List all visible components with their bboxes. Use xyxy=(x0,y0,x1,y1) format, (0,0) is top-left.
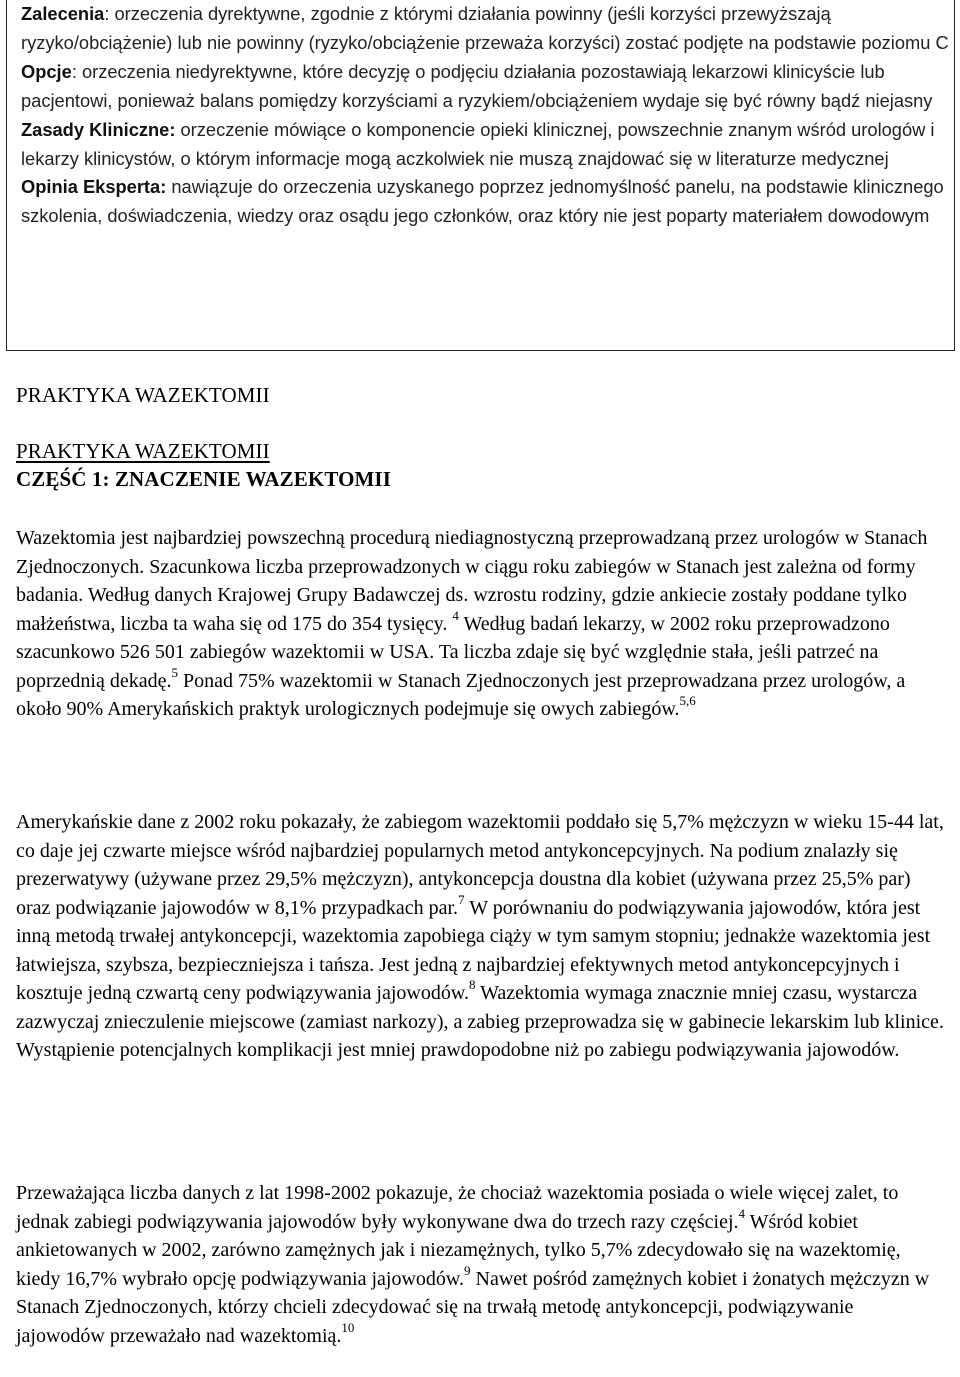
definition-opinia-text: nawiązuje do orzeczenia uzyskanego poprzez jednomyślność panelu, na podstawie klinicznego szkolenia, doświadczenia, wiedzy oraz osądu jego członków, oraz który nie jest poparty materiałem dowodowym xyxy=(21,176,944,227)
footnote-ref: 10 xyxy=(341,1319,355,1335)
paragraph-2-text-a: Amerykańskie dane z 2002 roku pokazały, że zabiegom wazektomii poddało się 5,7% mężczyzn w wieku 15-44 lat, co daje jej czwarte miejsce wśród najbardziej popularnych metod antykoncepcyjnych. Na podium znalazły się prezerwatywy (używane przez 29,5% mężczyzn), antykoncepcja doustna dla kobiet (używana przez 25,5% par) oraz podwiązanie jajowodów w 8,1% przypadkach par. xyxy=(16,811,944,919)
definition-zalecenia xyxy=(21,0,951,58)
paragraph-1-text-b: Według badań lekarzy, w 2002 roku przeprowadzono szacunkowo 526 501 zabiegów wazektomii w USA. Ta liczba zdaje się być względnie stała, jeśli patrzeć na poprzednią dekadę. xyxy=(16,612,890,692)
term-opinia: Opinia Eksperta: xyxy=(21,176,167,198)
footnote-ref: 4 xyxy=(738,1205,745,1221)
footnote-ref: 9 xyxy=(464,1262,471,1278)
footnote-ref: 5,6 xyxy=(679,693,696,709)
definition-zalecenia-text: : orzeczenia dyrektywne, zgodnie z którymi działania powinny (jeśli korzyści przewyższają ryzyko/obciążenie) lub nie powinny (ryzyko/obciążenie przeważa korzyści) zostać podjęte na podstawie poziomu C xyxy=(21,3,949,53)
paragraph-3 xyxy=(16,1179,946,1350)
definitions-list xyxy=(21,0,951,231)
section-heading: PRAKTYKA WAZEKTOMII xyxy=(16,383,270,407)
part-heading: CZĘŚĆ 1: ZNACZENIE WAZEKTOMII xyxy=(16,467,391,491)
definitions-box xyxy=(6,0,955,351)
paragraph-1-text-a: Wazektomia jest najbardziej powszechną procedurą niediagnostyczną przeprowadzaną przez urologów w Stanach Zjednoczonych. Szacunkowa liczba przeprowadzonych w ciągu roku zabiegów w Stanach jest zależna od formy badania. Według danych Krajowej Grupy Badawczej ds. wzrostu rodziny, gdzie ankiecie zostały poddane tylko małżeństwa, liczba ta waha się od 175 do 354 tysięcy. xyxy=(16,527,928,635)
paragraph-2-text-c: Wazektomia wymaga znacznie mniej czasu, wystarcza zazwyczaj znieczulenie miejscowe (zamiast narkozy), a zabieg przeprowadza się w gabinecie lekarskim lub klinice. Wystąpienie potencjalnych komplikacji jest mniej prawdopodobne niż po zabiegu podwiązywania jajowodów. xyxy=(16,982,944,1061)
term-zasady: Zasady Kliniczne: xyxy=(21,118,176,140)
section-heading-underlined: PRAKTYKA WAZEKTOMII xyxy=(16,439,270,463)
paragraph-3-text-c: Nawet pośród zamężnych kobiet i żonatych mężczyzn w Stanach Zjednoczonych, którzy chcieli zdecydować się na trwałą metodę antykoncepcji, podwiązywanie jajowodów przeważało nad wazektomią. xyxy=(16,1267,930,1347)
definition-opcje-text: : orzeczenia niedyrektywne, które decyzję o podjęciu działania pozostawiają lekarzowi klinicyście lub pacjentowi, ponieważ balans pomiędzy korzyściami a ryzykiem/obciążeniem wydaje się być równy bądź niejasny xyxy=(21,60,933,111)
term-zalecenia: Zalecenia xyxy=(21,3,105,24)
definition-zasady-text: orzeczenie mówiące o komponencie opieki klinicznej, powszechnie znanym wśród urologów i lekarzy klinicystów, o którym informacje mogą aczkolwiek nie muszą znajdować się w literaturze medycznej xyxy=(21,118,935,169)
footnote-ref: 4 xyxy=(452,607,459,623)
footnote-ref: 5 xyxy=(171,664,178,680)
term-opcje: Opcje xyxy=(21,60,72,82)
paragraph-3-text-a: Przeważająca liczba danych z lat 1998-2002 pokazuje, że chociaż wazektomia posiada o wiele więcej zalet, to jednak zabiegi podwiązywania jajowodów były wykonywane dwa do trzech razy częściej. xyxy=(16,1182,899,1233)
paragraph-3-text-b: Wśród kobiet ankietowanych w 2002, zarówno zamężnych jak i niezamężnych, tylko 5,7% zdecydowało się na wazektomię, kiedy 16,7% wybrało opcję podwiązywania jajowodów. xyxy=(16,1210,901,1290)
footnote-ref: 7 xyxy=(458,891,465,907)
definition-opcje xyxy=(21,58,951,116)
definition-zasady xyxy=(21,116,951,174)
footnote-ref: 8 xyxy=(468,977,476,993)
paragraph-2-text-b: W porównaniu do podwiązywania jajowodów, która jest inną metodą trwałej antykoncepcji, wazektomia zapobiega ciąży w tym samym stopniu; jednakże wazektomia jest łatwiejsza, szybsza, bezpieczniejsza i tańsza. Jest jedną z najbardziej efektywnych metod antykoncepcyjnych i kosztuje jedną czwartą ceny podwiązywania jajowodów. xyxy=(16,896,931,1004)
paragraph-1-text-c: Ponad 75% wazektomii w Stanach Zjednoczonych jest przeprowadzana przez urologów, a około 90% Amerykańskich praktyk urologicznych podejmuje się owych zabiegów. xyxy=(16,669,906,720)
definition-opinia xyxy=(21,173,951,231)
paragraph-1 xyxy=(16,524,946,724)
paragraph-2 xyxy=(16,808,946,1065)
